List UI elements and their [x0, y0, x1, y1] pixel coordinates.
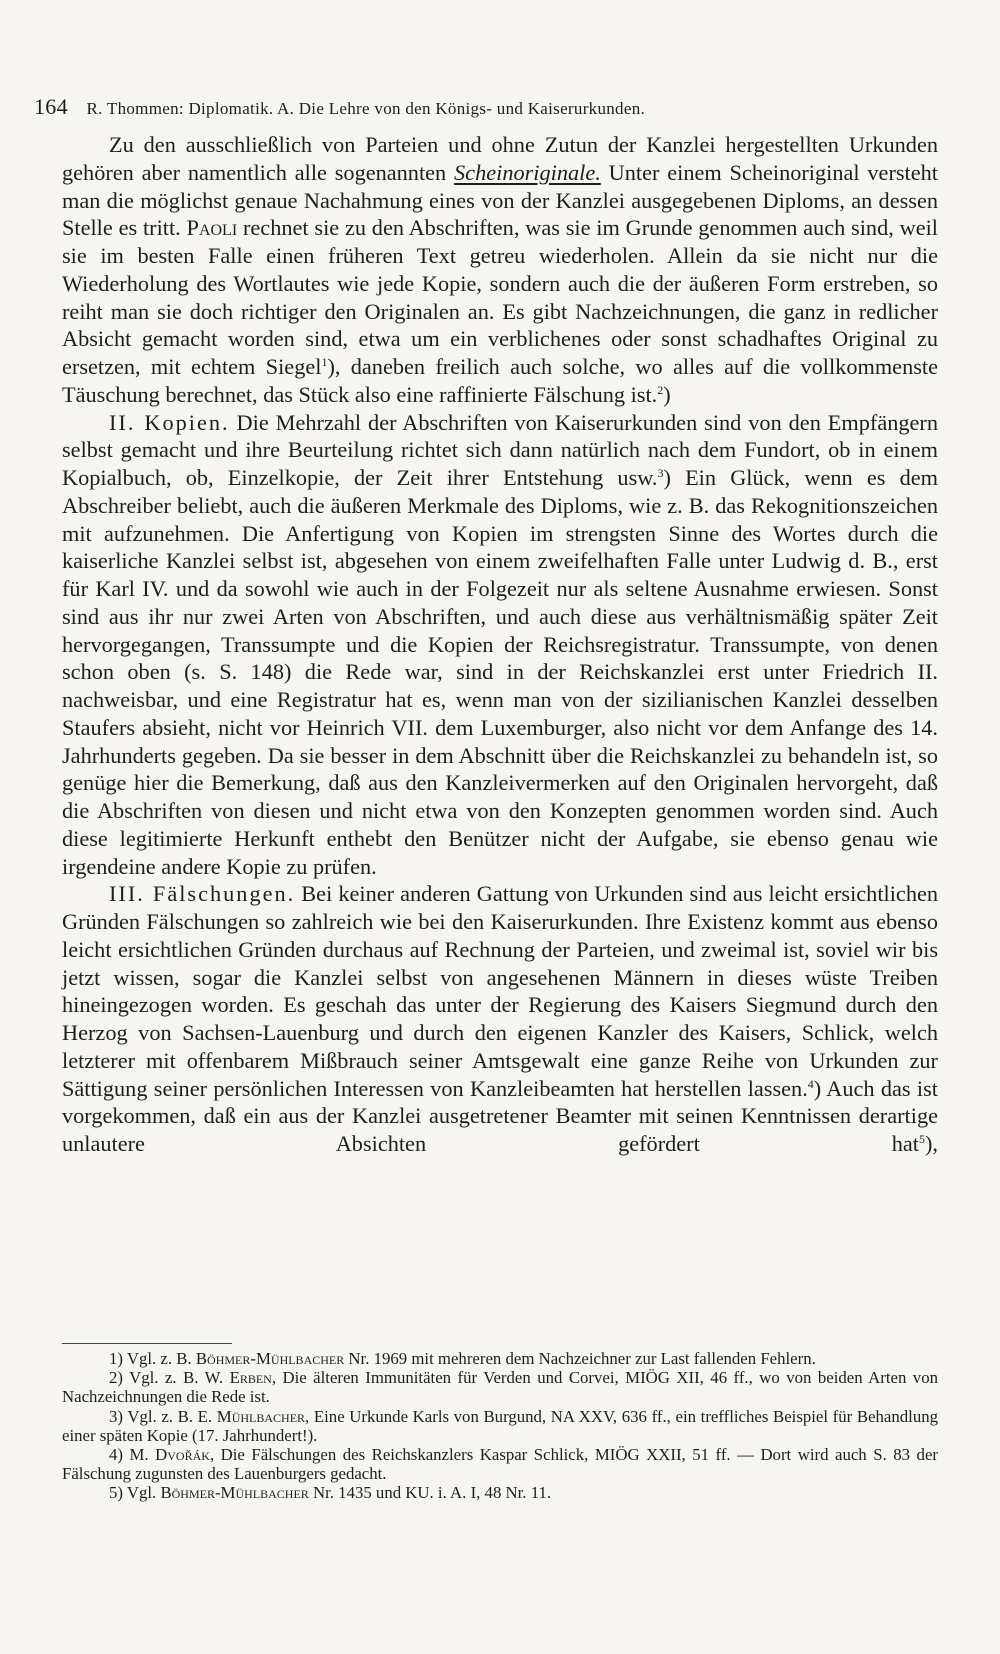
text-run: Bei keiner anderen Gattung von Urkunden sind aus leicht ersichtlichen Gründen Fälschungen so zahlreich wie bei den Kaiserurkunden. Ihre Existenz kommt aus ebenso leicht ersichtlichen Gründen durchaus auf Rechnung der Parteien, und zweimal ist, soviel wir bis jetzt wissen, sogar die Kanzlei selbst von angesehenen Männern in dieses wüste Treiben hineingezogen worden. Es geschah das unter der Regierung des Kaisers Siegmund durch den Herzog von Sachsen-Lauenburg und durch den eigenen Kanzler des Kaisers, Schlick, welch letzterer mit offenbarem Mißbrauch seiner Amtsgewalt eine ganze Reihe von Urkunden zur Sättigung seiner persönlichen Interessen von Kanzleibeamten hat herstellen lassen. — [62, 881, 939, 1101]
text-run: 2) Vgl. z. B. W. — [109, 1368, 230, 1388]
text-run: , Die älteren Immunitäten für Verden und Corvei, MIÖG XII, 46 ff., wo von beiden Arten von Nachzeichnungen die Rede ist. — [62, 1368, 938, 1407]
author-name: Dvořák — [155, 1445, 210, 1465]
text-run: Zu den ausschließlich von Parteien und ohne Zutun der Kanzlei hergestellten Urkunden gehören aber namentlich alle sogenannten — [62, 132, 938, 185]
running-title: R. Thommen: Diplomatik. A. Die Lehre von den Königs- und Kaiserurkunden. — [86, 99, 646, 118]
text-run: 3) Vgl. z. B. E. — [109, 1406, 217, 1426]
footnote-ref[interactable]: 3 — [657, 466, 664, 480]
author-name: Erben — [229, 1368, 272, 1388]
paragraph-faelschungen — [62, 880, 938, 1158]
footnote-ref[interactable]: 5 — [919, 1132, 925, 1146]
text-run: Unter einem Scheinoriginal versteht man die möglichst genaue Nachahmung eines von der Kanzlei ausgegebenen Diploms, an dessen Stelle es tritt. — [62, 159, 938, 241]
footnote-ref[interactable]: 4 — [807, 1076, 814, 1091]
text-run: ), — [925, 1131, 938, 1156]
footnote-1 — [62, 1349, 938, 1368]
author-name: Mühlbacher — [216, 1406, 306, 1426]
emphasized-term: Scheinoriginale. — [454, 159, 601, 185]
text-run: rechnet sie zu den Abschriften, was sie im Grunde genommen auch sind, weil sie im besten Falle einen früheren Text getreu wiederholen. Allein da sie nicht nur die Wiederholung des Wortlautes wie jede Kopie, sondern auch die der äußeren Form erstreben, so reiht man sie doch richtiger den Originalen an. Es gibt Nachzeichnungen, die ganz in redlicher Absicht gemacht worden sind, etwa um ein verblichenes oder sonst schadhaftes Original zu ersetzen, mit echtem Siegel — [62, 215, 938, 379]
footnote-4 — [62, 1445, 938, 1483]
running-header — [34, 94, 934, 120]
author-name: Böhmer-Mühlbacher — [160, 1483, 309, 1503]
footnote-rule — [62, 1343, 232, 1344]
text-run: ), daneben freilich auch solche, wo alles auf die vollkommenste Täuschung berechnet, das Stück also eine raffinierte Fälschung ist. — [62, 354, 938, 407]
text-run: , Die Fälschungen des Reichskanzlers Kaspar Schlick, MIÖG XXII, 51 ff. — Dort wird auch S. 83 der Fälschung zugunsten des Lauenburgers gedacht. — [62, 1445, 938, 1484]
section-heading: II. Kopien. — [109, 409, 230, 435]
text-run: 4) M. — [109, 1445, 156, 1465]
text-run: 5) Vgl. — [109, 1483, 161, 1503]
author-name: Böhmer-Mühlbacher — [195, 1349, 345, 1368]
footnote-5 — [62, 1483, 938, 1502]
footnote-ref[interactable]: 2 — [657, 382, 664, 397]
text-run: ) Ein Glück, wenn es dem Abschreiber beliebt, auch die äußeren Merkmale des Diploms, wie z. B. das Rekognitionszeichen mit aufzunehmen. Die Anfertigung von Kopien im strengsten Sinne des Wortes durch die kaiserliche Kanzlei selbst ist, abgesehen von einem zweifelhaften Falle unter Ludwig d. B., erst für Karl IV. und da sowohl wie auch in der Folgezeit nur als seltene Ausnahme erwiesen. Sonst sind aus ihr nur zwei Arten von Abschriften, und auch diese aus verhältnismäßig später Zeit hervorgegangen, Transsumpte und die Kopien der Reichsregistratur. Transsumpte, von denen schon oben (s. S. 148) die Rede war, sind in der Reichskanzlei erst unter Friedrich II. nachweisbar, und eine Registratur hat es, wenn man von der sizilianischen Kanzlei desselben Staufers absieht, nicht vor Heinrich VII. dem Luxemburger, also nicht vor dem Anfange des 14. Jahrhunderts gegeben. Da sie besser in dem Abschnitt über die Reichskanzlei zu behandeln ist, so genüge hier die Bemerkung, daß aus den Kanzleivermerken auf den Originalen hervorgeht, daß die Abschriften von diesen und nicht etwa von den Konzepten genommen worden sind. Auch diese legitimierte Herkunft enthebt den Benützer nicht der Aufgabe, sie ebenso genau wie irgendeine andere Kopie zu prüfen. — [62, 465, 938, 879]
text-run: Die Mehrzahl der Abschriften von Kaiserurkunden sind von den Empfängern selbst gemacht und ihre Beurteilung richtet sich dann natürlich nach dem Fundort, ob in einem Kopialbuch, ob, Einzelkopie, der Zeit ihrer Entstehung usw. — [62, 409, 938, 490]
footnotes — [62, 1349, 938, 1503]
footnote-3 — [62, 1407, 938, 1445]
section-heading: III. Fälschungen. — [109, 881, 296, 907]
author-name: Paoli — [186, 215, 238, 241]
paragraph-scheinoriginale — [62, 131, 938, 409]
footnote-2 — [62, 1368, 938, 1406]
text-run: ) — [663, 381, 671, 407]
text-run: ) Auch das ist vorgekommen, daß ein aus der Kanzlei ausgetretener Beamter mit seinen Kenntnissen derartige unlautere Absichten gefördert hat — [62, 1075, 938, 1156]
text-run: Nr. 1969 mit mehreren dem Nachzeichner zur Last fallenden Fehlern. — [344, 1349, 816, 1368]
main-text — [62, 131, 938, 1158]
page-number: 164 — [34, 94, 68, 119]
text-run: Nr. 1435 und KU. i. A. I, 48 Nr. 11. — [308, 1483, 552, 1503]
text-run: , Eine Urkunde Karls von Burgund, NA XXV, 636 ff., ein treffliches Beispiel für Behandlung einer späten Kopie (17. Jahrhundert!). — [62, 1406, 938, 1445]
paragraph-kopien — [62, 409, 938, 881]
text-run: 1) Vgl. z. B. — [109, 1349, 196, 1368]
footnote-ref[interactable]: 1 — [321, 355, 328, 369]
